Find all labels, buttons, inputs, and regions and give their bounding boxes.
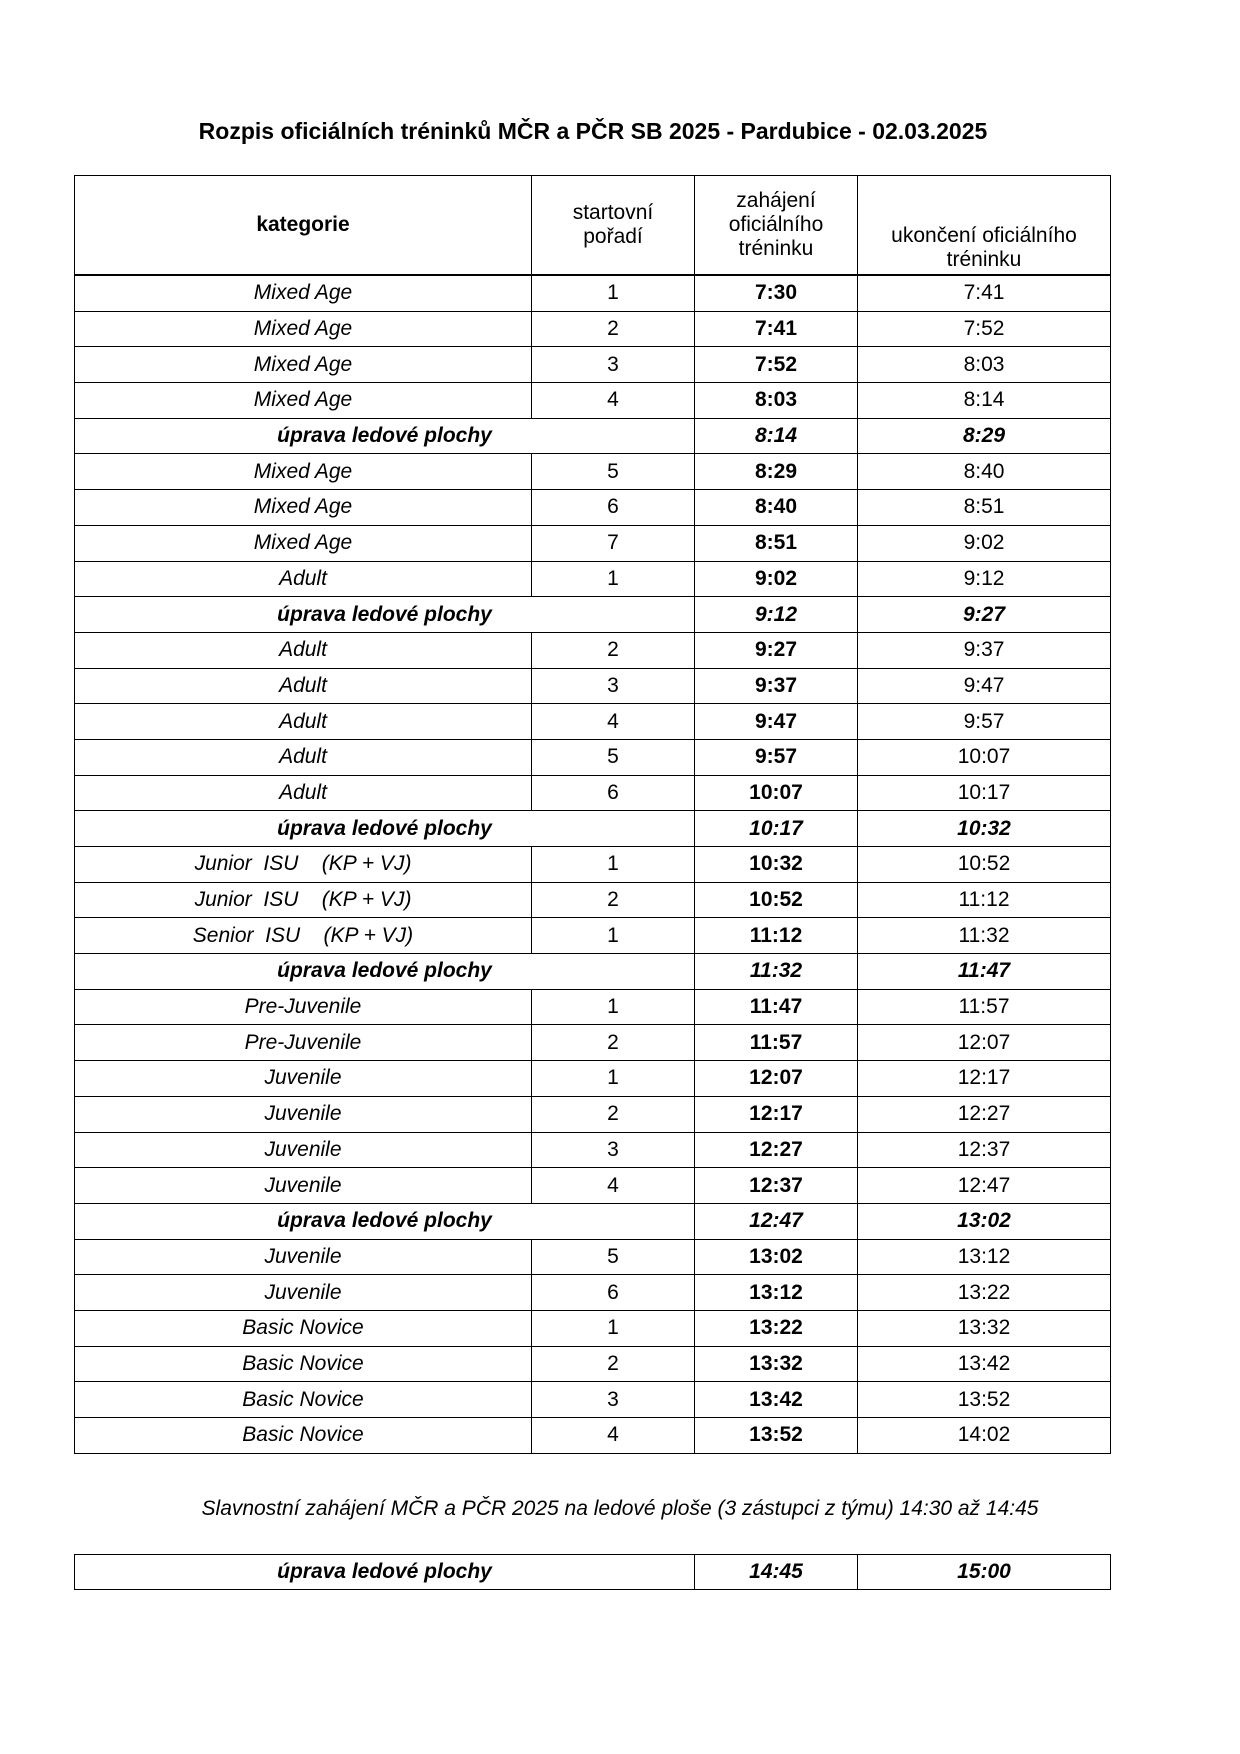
start-time-cell: 8:40 <box>695 490 858 526</box>
start-time-cell: 8:03 <box>695 383 858 419</box>
break-end: 13:02 <box>858 1203 1111 1239</box>
category-cell: Mixed Age <box>75 347 532 383</box>
session-row <box>75 383 1111 419</box>
session-row <box>75 847 1111 883</box>
end-time-cell: 10:17 <box>858 775 1111 811</box>
order-cell: 6 <box>532 490 695 526</box>
end-time-cell: 10:07 <box>858 739 1111 775</box>
end-time-cell: 9:37 <box>858 632 1111 668</box>
start-time-cell: 9:02 <box>695 561 858 597</box>
end-time-cell: 7:52 <box>858 311 1111 347</box>
start-time-cell: 12:17 <box>695 1096 858 1132</box>
session-row <box>75 1025 1111 1061</box>
ceremony-note: Slavnostní zahájení MČR a PČR 2025 na ledové ploše (3 zástupci z týmu) 14:30 až 14:45 <box>201 1497 1039 1520</box>
start-time-cell: 7:41 <box>695 311 858 347</box>
session-row <box>75 704 1111 740</box>
start-time-cell: 12:27 <box>695 1132 858 1168</box>
category-cell: Adult <box>75 739 532 775</box>
start-time-cell: 13:32 <box>695 1346 858 1382</box>
end-time-cell: 13:12 <box>858 1239 1111 1275</box>
end-time-cell: 11:12 <box>858 882 1111 918</box>
session-row <box>75 1239 1111 1275</box>
order-cell: 3 <box>532 668 695 704</box>
session-row <box>75 1096 1111 1132</box>
category-cell: Adult <box>75 668 532 704</box>
break-label: úprava ledové plochy <box>75 811 695 847</box>
order-cell: 3 <box>532 1132 695 1168</box>
category-cell: Basic Novice <box>75 1346 532 1382</box>
end-time-cell: 12:17 <box>858 1061 1111 1097</box>
order-cell: 1 <box>532 561 695 597</box>
session-row <box>75 454 1111 490</box>
session-row <box>75 525 1111 561</box>
start-time-cell: 11:47 <box>695 989 858 1025</box>
category-cell: Mixed Age <box>75 490 532 526</box>
schedule-body <box>75 176 1111 1454</box>
start-time-cell: 12:07 <box>695 1061 858 1097</box>
session-row <box>75 1418 1111 1454</box>
category-cell: Juvenile <box>75 1168 532 1204</box>
order-cell: 2 <box>532 1025 695 1061</box>
order-cell: 2 <box>532 1096 695 1132</box>
category-cell: Juvenile <box>75 1096 532 1132</box>
header-row <box>75 176 1111 276</box>
start-time-cell: 7:30 <box>695 275 858 311</box>
start-time-cell: 13:12 <box>695 1275 858 1311</box>
break-start: 12:47 <box>695 1203 858 1239</box>
end-time-cell: 8:03 <box>858 347 1111 383</box>
order-cell: 5 <box>532 1239 695 1275</box>
break-start: 9:12 <box>695 597 858 633</box>
start-time-cell: 13:22 <box>695 1310 858 1346</box>
break-end: 9:27 <box>858 597 1111 633</box>
ice-resurfacing-row <box>75 954 1111 990</box>
category-cell: Adult <box>75 632 532 668</box>
session-row <box>75 490 1111 526</box>
session-row <box>75 311 1111 347</box>
break-label: úprava ledové plochy <box>75 1203 695 1239</box>
start-time-cell: 13:02 <box>695 1239 858 1275</box>
start-time-cell: 10:07 <box>695 775 858 811</box>
end-time-cell: 9:47 <box>858 668 1111 704</box>
session-row <box>75 1310 1111 1346</box>
category-cell: Juvenile <box>75 1239 532 1275</box>
category-cell: Juvenile <box>75 1061 532 1097</box>
start-time-cell: 11:57 <box>695 1025 858 1061</box>
order-cell: 4 <box>532 704 695 740</box>
session-row <box>75 989 1111 1025</box>
order-cell: 1 <box>532 847 695 883</box>
session-row <box>75 1132 1111 1168</box>
end-time-cell: 9:57 <box>858 704 1111 740</box>
session-row <box>75 775 1111 811</box>
session-row <box>75 1168 1111 1204</box>
start-time-cell: 11:12 <box>695 918 858 954</box>
ice-resurfacing-row <box>75 418 1111 454</box>
break-start: 11:32 <box>695 954 858 990</box>
end-time-cell: 8:51 <box>858 490 1111 526</box>
order-cell: 2 <box>532 1346 695 1382</box>
category-cell: Mixed Age <box>75 311 532 347</box>
end-time-cell: 11:32 <box>858 918 1111 954</box>
header-kategorie: kategorie <box>75 176 532 276</box>
category-cell: Senior ISU (KP + VJ) <box>75 918 532 954</box>
category-cell: Juvenile <box>75 1132 532 1168</box>
order-cell: 3 <box>532 347 695 383</box>
end-time-cell: 12:37 <box>858 1132 1111 1168</box>
session-row <box>75 1275 1111 1311</box>
end-time-cell: 13:42 <box>858 1346 1111 1382</box>
ice-resurfacing-row <box>75 597 1111 633</box>
ice-resurfacing-row <box>75 1203 1111 1239</box>
start-time-cell: 9:47 <box>695 704 858 740</box>
session-row <box>75 882 1111 918</box>
break-start: 8:14 <box>695 418 858 454</box>
end-time-cell: 12:47 <box>858 1168 1111 1204</box>
start-time-cell: 9:37 <box>695 668 858 704</box>
order-cell: 2 <box>532 311 695 347</box>
break-end: 10:32 <box>858 811 1111 847</box>
break-start: 10:17 <box>695 811 858 847</box>
order-cell: 4 <box>532 1418 695 1454</box>
start-time-cell: 12:37 <box>695 1168 858 1204</box>
session-row <box>75 1382 1111 1418</box>
session-row <box>75 561 1111 597</box>
category-cell: Mixed Age <box>75 275 532 311</box>
start-time-cell: 9:27 <box>695 632 858 668</box>
schedule-table <box>74 175 1111 1454</box>
order-cell: 2 <box>532 882 695 918</box>
start-time-cell: 8:29 <box>695 454 858 490</box>
end-time-cell: 9:02 <box>858 525 1111 561</box>
break-label: úprava ledové plochy <box>75 954 695 990</box>
break-end: 8:29 <box>858 418 1111 454</box>
order-cell: 1 <box>532 989 695 1025</box>
session-row <box>75 1061 1111 1097</box>
order-cell: 1 <box>532 918 695 954</box>
end-time-cell: 13:52 <box>858 1382 1111 1418</box>
start-time-cell: 10:52 <box>695 882 858 918</box>
category-cell: Mixed Age <box>75 525 532 561</box>
end-time-cell: 13:32 <box>858 1310 1111 1346</box>
session-row <box>75 1346 1111 1382</box>
start-time-cell: 7:52 <box>695 347 858 383</box>
category-cell: Basic Novice <box>75 1418 532 1454</box>
category-cell: Junior ISU (KP + VJ) <box>75 882 532 918</box>
category-cell: Junior ISU (KP + VJ) <box>75 847 532 883</box>
ice-resurfacing-row <box>75 811 1111 847</box>
order-cell: 3 <box>532 1382 695 1418</box>
end-time-cell: 14:02 <box>858 1418 1111 1454</box>
start-time-cell: 10:32 <box>695 847 858 883</box>
end-time-cell: 12:27 <box>858 1096 1111 1132</box>
session-row <box>75 668 1111 704</box>
session-row <box>75 347 1111 383</box>
order-cell: 6 <box>532 775 695 811</box>
category-cell: Adult <box>75 775 532 811</box>
start-time-cell: 13:42 <box>695 1382 858 1418</box>
session-row <box>75 632 1111 668</box>
order-cell: 4 <box>532 383 695 419</box>
order-cell: 6 <box>532 1275 695 1311</box>
end-time-cell: 12:07 <box>858 1025 1111 1061</box>
order-cell: 5 <box>532 739 695 775</box>
break-label: úprava ledové plochy <box>75 418 695 454</box>
header-startovni-poradi: startovní pořadí <box>532 176 695 276</box>
end-time-cell: 8:14 <box>858 383 1111 419</box>
end-time-cell: 7:41 <box>858 275 1111 311</box>
break-label: úprava ledové plochy <box>75 597 695 633</box>
category-cell: Pre-Juvenile <box>75 989 532 1025</box>
final-break-table <box>74 1554 1111 1590</box>
header-zahajeni: zahájení oficiálního tréninku <box>695 176 858 276</box>
category-cell: Pre-Juvenile <box>75 1025 532 1061</box>
order-cell: 1 <box>532 275 695 311</box>
category-cell: Adult <box>75 704 532 740</box>
final-break-row <box>75 1555 1111 1590</box>
order-cell: 1 <box>532 1061 695 1097</box>
end-time-cell: 8:40 <box>858 454 1111 490</box>
header-ukonceni: ukončení oficiálního tréninku <box>858 176 1111 276</box>
category-cell: Basic Novice <box>75 1310 532 1346</box>
session-row <box>75 275 1111 311</box>
final-break-label: úprava ledové plochy <box>75 1555 695 1590</box>
end-time-cell: 9:12 <box>858 561 1111 597</box>
end-time-cell: 13:22 <box>858 1275 1111 1311</box>
order-cell: 5 <box>532 454 695 490</box>
session-row <box>75 918 1111 954</box>
start-time-cell: 9:57 <box>695 739 858 775</box>
final-break-end: 15:00 <box>858 1555 1111 1590</box>
order-cell: 4 <box>532 1168 695 1204</box>
category-cell: Basic Novice <box>75 1382 532 1418</box>
end-time-cell: 11:57 <box>858 989 1111 1025</box>
order-cell: 7 <box>532 525 695 561</box>
category-cell: Juvenile <box>75 1275 532 1311</box>
category-cell: Mixed Age <box>75 454 532 490</box>
start-time-cell: 8:51 <box>695 525 858 561</box>
page-title: Rozpis oficiálních tréninků MČR a PČR SB 2025 - Pardubice - 02.03.2025 <box>198 118 988 144</box>
order-cell: 1 <box>532 1310 695 1346</box>
category-cell: Adult <box>75 561 532 597</box>
start-time-cell: 13:52 <box>695 1418 858 1454</box>
end-time-cell: 10:52 <box>858 847 1111 883</box>
final-break-start: 14:45 <box>695 1555 858 1590</box>
category-cell: Mixed Age <box>75 383 532 419</box>
break-end: 11:47 <box>858 954 1111 990</box>
session-row <box>75 739 1111 775</box>
order-cell: 2 <box>532 632 695 668</box>
